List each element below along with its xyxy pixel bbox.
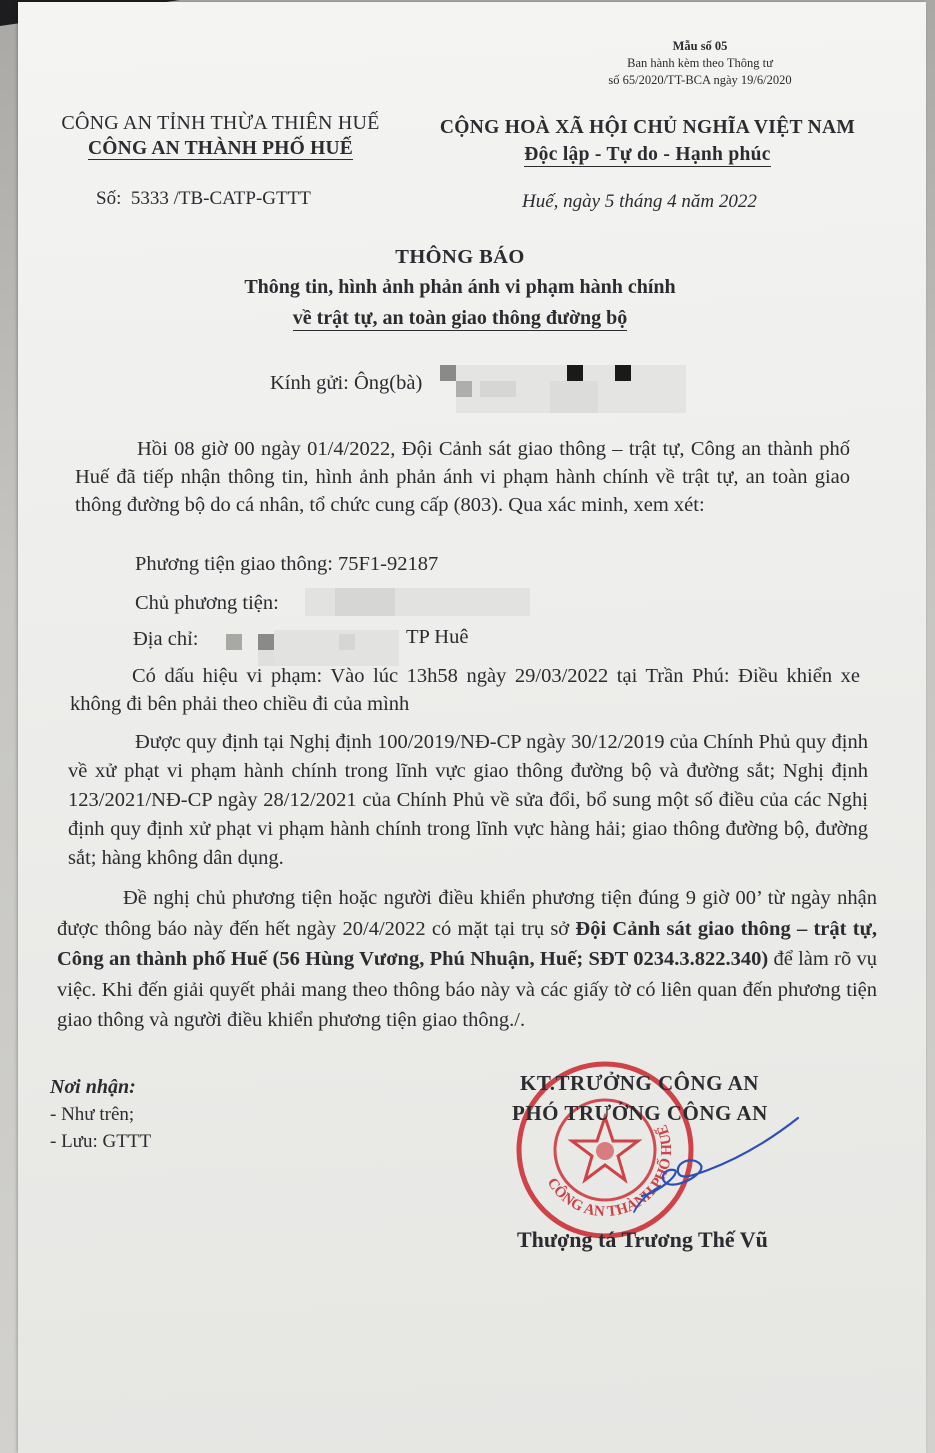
form-ref-line2: số 65/2020/TT-BCA ngày 19/6/2020 [608, 73, 792, 87]
motto-text: Độc lập - Tự do - Hạnh phúc [524, 144, 771, 165]
recipients-block [50, 1074, 151, 1155]
request-text-office: Đội Cảnh sát giao thông – trật tự, Công an thành phố Huế (56 Hùng Vương, Phú Nhuận, Huế; SĐT 0234.3.822.340) [57, 917, 878, 970]
nation-title: CỘNG HOÀ XÃ HỘI CHỦ NGHĨA VIỆT NAM [439, 117, 856, 138]
document-number-label: Số: [96, 188, 122, 209]
request-text-part1: Đề nghị chủ phương tiện hoặc người điều khiển phương tiện đúng 9 giờ 00’ từ ngày nhận được thông báo này đến hết ngày 20/4/2022 có mặt tại trụ sở [57, 887, 877, 940]
form-ref-line1: Ban hành kèm theo Thông tư [627, 56, 773, 70]
document-title: THÔNG BÁO [395, 246, 525, 268]
vehicle-line: Phương tiện giao thông: 75F1-92187 [135, 553, 439, 575]
agency-name [48, 138, 393, 160]
document-subtitle-line1: Thông tin, hình ảnh phản ánh vi phạm hành chính [244, 276, 676, 298]
agency-name-text: CÔNG AN THÀNH PHỐ HUẾ [88, 138, 353, 159]
document-subtitle-line2 [160, 307, 760, 330]
form-number: Mẫu số 05 [672, 39, 728, 53]
address-label: Địa chỉ: [133, 628, 199, 650]
document-subtitle-line2-text: về trật tự, an toàn giao thông đường bộ [292, 307, 628, 329]
recipient-item: - Lưu: GTTT [50, 1131, 152, 1152]
signature-title-line2: PHÓ TRƯỞNG CÔNG AN [512, 1101, 768, 1125]
motto [420, 144, 875, 166]
owner-label: Chủ phương tiện: [135, 592, 279, 614]
document-number-value: 5333 /TB-CATP-GTTT [130, 188, 311, 209]
signature-title-line1: KT.TRƯỞNG CÔNG AN [520, 1071, 759, 1095]
intro-paragraph: Hồi 08 giờ 00 ngày 01/4/2022, Đội Cảnh sát giao thông – trật tự, Công an thành phố Huế đã tiếp nhận thông tin, hình ảnh phản ánh vi phạm hành chính về trật tự, an toàn giao thông đường bộ do cá nhân, tổ chức cung cấp (803). Qua xác minh, xem xét: [75, 438, 850, 516]
agency-parent: CÔNG AN TỈNH THỪA THIÊN HUẾ [61, 112, 380, 134]
form-reference [575, 38, 825, 89]
handwritten-signature [620, 1100, 810, 1220]
request-text-part2: để làm rõ vụ việc. Khi đến giải quyết phải mang theo thông báo này và các giấy tờ có liên quan đến phương tiện giao thông và người điều khiển phương tiện giao thông./. [57, 948, 877, 1031]
stamp-text: CÔNG AN THÀNH PHỐ HUẾ [543, 1122, 676, 1221]
addressee-label: Kính gửi: Ông(bà) [270, 372, 423, 394]
request-paragraph [57, 883, 877, 1036]
place-date: Huế, ngày 5 tháng 4 năm 2022 [522, 191, 757, 212]
recipient-item: - Như trên; [50, 1104, 135, 1125]
document-number [96, 188, 311, 210]
recipients-label: Nơi nhận: [50, 1076, 136, 1098]
signer-name: Thượng tá Trương Thế Vũ [517, 1227, 768, 1252]
violation-paragraph: Có dấu hiệu vi phạm: Vào lúc 13h58 ngày 29/03/2022 tại Trần Phú: Điều khiển xe không đi bên phải theo chiều đi của mình [70, 665, 860, 715]
address-city: TP Huê [406, 626, 469, 648]
legal-basis-paragraph: Được quy định tại Nghị định 100/2019/NĐ-CP ngày 30/12/2019 của Chính Phủ quy định về xử phạt vi phạm hành chính trong lĩnh vực giao thông đường bộ và đường sắt; Nghị định 123/2021/NĐ-CP ngày 28/12/2021 của Chính Phủ về sửa đổi, bổ sung một số điều của các Nghị định quy định xử phạt vi phạm hành chính trong lĩnh vực hàng hải; giao thông đường bộ, đường sắt; hàng không dân dụng. [68, 731, 868, 869]
